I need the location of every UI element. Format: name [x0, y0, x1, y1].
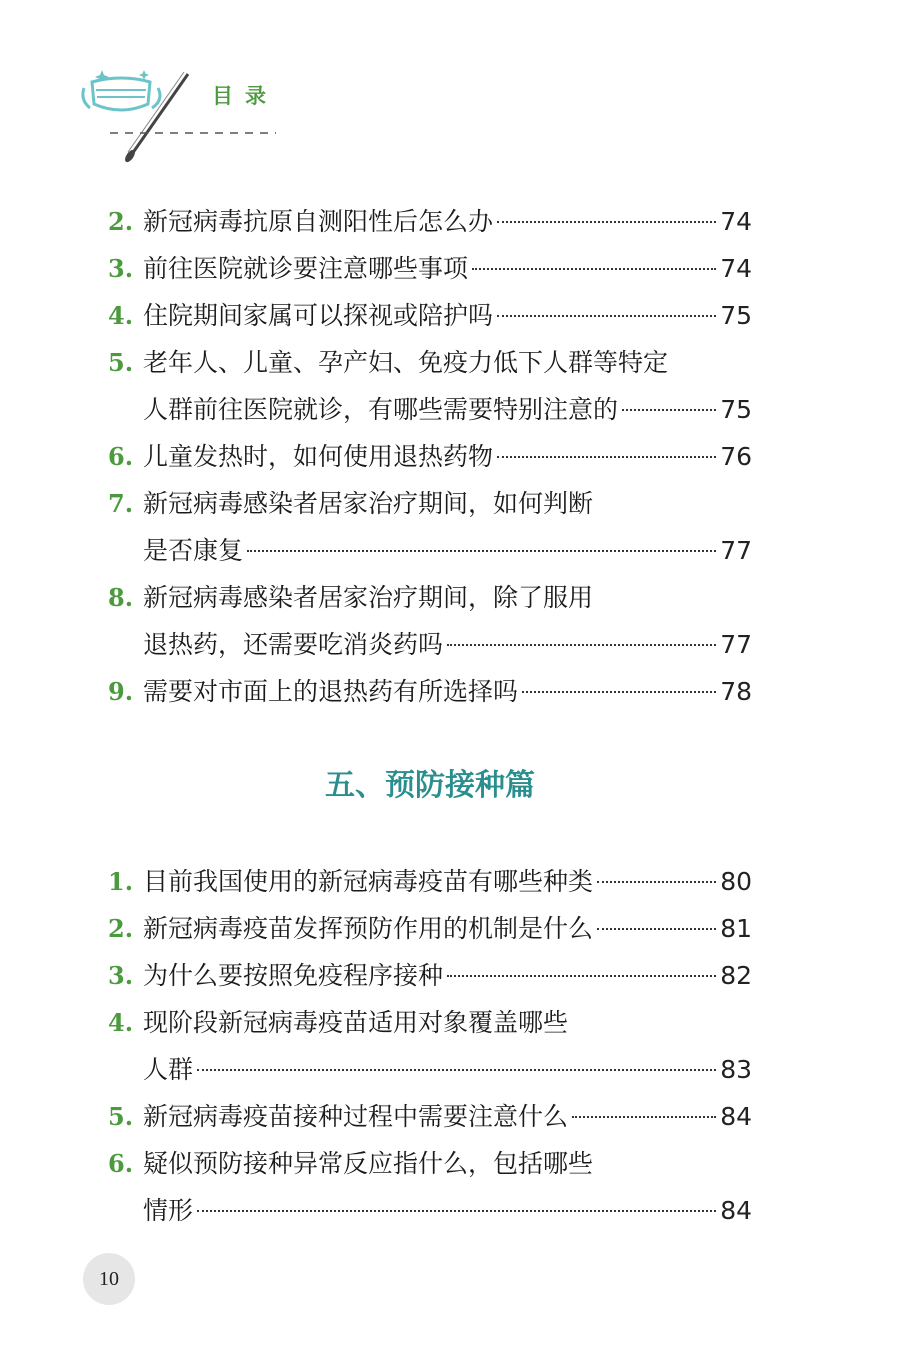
- entry-number: 5.: [108, 348, 134, 377]
- dot-leader: [447, 975, 716, 977]
- toc-entry[interactable]: [108, 952, 752, 999]
- entry-title-continued: 退热药，还需要吃消炎药吗: [143, 630, 444, 659]
- entry-page: 84: [720, 1102, 752, 1131]
- dot-leader: [597, 928, 716, 930]
- entry-number: 5.: [108, 1102, 134, 1131]
- toc-entry[interactable]: [108, 905, 752, 952]
- entry-title: 住院期间家属可以探视或陪护吗: [143, 301, 494, 330]
- toc-entry[interactable]: [108, 1140, 752, 1234]
- dot-leader: [472, 268, 716, 270]
- dot-leader: [622, 409, 716, 411]
- entry-title-continued: 情形: [143, 1196, 194, 1225]
- section-heading-vaccination: 五、预防接种篇: [325, 768, 535, 803]
- entry-page: 74: [720, 207, 752, 236]
- dot-leader: [197, 1210, 716, 1212]
- entry-title: 新冠病毒疫苗发挥预防作用的机制是什么: [143, 914, 594, 943]
- toc-entry[interactable]: [108, 245, 752, 292]
- entry-number: 4.: [108, 301, 134, 330]
- dot-leader: [497, 456, 716, 458]
- toc-entry[interactable]: [108, 999, 752, 1093]
- entry-number: 6.: [108, 1149, 134, 1178]
- toc-entry[interactable]: [108, 668, 752, 715]
- entry-title: 新冠病毒感染者居家治疗期间，除了服用: [143, 583, 594, 612]
- entry-title-continued: 人群前往医院就诊，有哪些需要特别注意的: [143, 395, 619, 424]
- dot-leader: [197, 1069, 716, 1071]
- entry-page: 76: [720, 442, 752, 471]
- entry-title: 为什么要按照免疫程序接种: [143, 961, 444, 990]
- dot-leader: [522, 691, 716, 693]
- dot-leader: [247, 550, 716, 552]
- entry-page: 77: [720, 630, 752, 659]
- entry-title: 新冠病毒抗原自测阳性后怎么办: [143, 207, 494, 236]
- toc-entry[interactable]: [108, 198, 752, 245]
- toc-list-treatment: [108, 198, 752, 715]
- entry-number: 2.: [108, 914, 134, 943]
- entry-page: 82: [720, 961, 752, 990]
- toc-list-vaccination: [108, 858, 752, 1234]
- dot-leader: [447, 644, 716, 646]
- entry-page: 75: [720, 395, 752, 424]
- header-title: 目录: [212, 84, 278, 108]
- toc-entry[interactable]: [108, 574, 752, 668]
- toc-entry[interactable]: [108, 292, 752, 339]
- entry-number: 8.: [108, 583, 134, 612]
- entry-number: 6.: [108, 442, 134, 471]
- entry-page: 81: [720, 914, 752, 943]
- entry-title-continued: 人群: [143, 1055, 194, 1084]
- entry-page: 75: [720, 301, 752, 330]
- entry-page: 77: [720, 536, 752, 565]
- entry-title: 新冠病毒感染者居家治疗期间，如何判断: [143, 489, 594, 518]
- entry-title: 目前我国使用的新冠病毒疫苗有哪些种类: [143, 867, 594, 896]
- dot-leader: [572, 1116, 716, 1118]
- page-number-badge: 10: [83, 1253, 135, 1305]
- toc-entry[interactable]: [108, 858, 752, 905]
- entry-page: 83: [720, 1055, 752, 1084]
- entry-number: 2.: [108, 207, 134, 236]
- entry-title: 疑似预防接种异常反应指什么，包括哪些: [143, 1149, 594, 1178]
- toc-entry[interactable]: [108, 339, 752, 433]
- entry-number: 3.: [108, 961, 134, 990]
- entry-page: 78: [720, 677, 752, 706]
- entry-page: 74: [720, 254, 752, 283]
- entry-number: 9.: [108, 677, 134, 706]
- toc-entry[interactable]: [108, 480, 752, 574]
- dot-leader: [597, 881, 716, 883]
- entry-number: 3.: [108, 254, 134, 283]
- entry-title: 老年人、儿童、孕产妇、免疫力低下人群等特定: [143, 348, 669, 377]
- toc-entry[interactable]: [108, 1093, 752, 1140]
- entry-title: 儿童发热时，如何使用退热药物: [143, 442, 494, 471]
- page-header: [80, 66, 320, 166]
- entry-page: 80: [720, 867, 752, 896]
- toc-entry[interactable]: [108, 433, 752, 480]
- entry-number: 1.: [108, 867, 134, 896]
- dot-leader: [497, 221, 716, 223]
- entry-number: 7.: [108, 489, 134, 518]
- entry-number: 4.: [108, 1008, 134, 1037]
- entry-title: 前往医院就诊要注意哪些事项: [143, 254, 469, 283]
- dot-leader: [497, 315, 716, 317]
- entry-title: 需要对市面上的退热药有所选择吗: [143, 677, 519, 706]
- entry-title: 现阶段新冠病毒疫苗适用对象覆盖哪些: [143, 1008, 569, 1037]
- entry-title-continued: 是否康复: [143, 536, 244, 565]
- entry-page: 84: [720, 1196, 752, 1225]
- entry-title: 新冠病毒疫苗接种过程中需要注意什么: [143, 1102, 569, 1131]
